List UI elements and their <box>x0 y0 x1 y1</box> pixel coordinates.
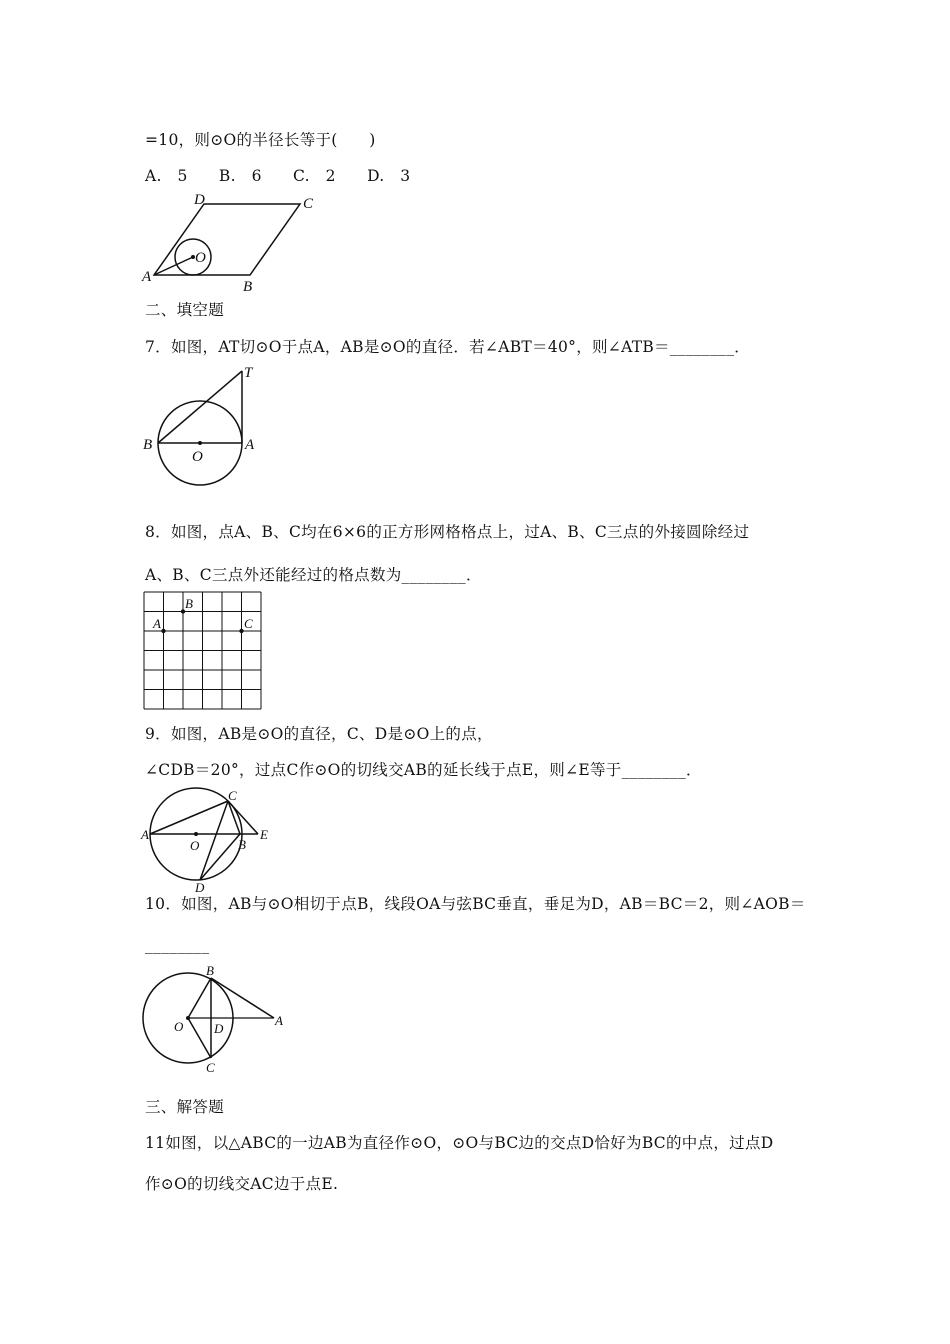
q6-option-c: C. 2 <box>293 167 336 185</box>
section-answer: 三、解答题 <box>145 1098 225 1116</box>
q6-option-d: D. 3 <box>367 167 411 185</box>
q10-figure <box>140 962 290 1077</box>
label-b: B <box>238 837 246 852</box>
point-o <box>186 1016 190 1020</box>
label-c: C <box>244 616 253 631</box>
grid <box>144 592 261 709</box>
segment-oc <box>188 1018 211 1058</box>
label-o: O <box>174 1019 184 1034</box>
point-o <box>194 832 198 836</box>
q10-blank: ________ <box>145 936 210 954</box>
q7-text: 7．如图，AT切⊙O于点A，AB是⊙O的直径．若∠ABT＝40°，则∠ATB＝________． <box>145 338 751 356</box>
label-a: A <box>141 827 149 842</box>
label-b: B <box>243 279 253 294</box>
point-o <box>198 441 202 445</box>
label-o: O <box>190 838 200 853</box>
tangent-ce <box>228 801 258 834</box>
q8-line2: A、B、C三点外还能经过的格点数为________． <box>145 566 482 584</box>
q9-line1: 9．如图，AB是⊙O的直径，C、D是⊙O上的点， <box>145 725 493 743</box>
label-d: D <box>194 192 205 208</box>
label-d: D <box>195 880 205 895</box>
segment-bt <box>158 371 242 443</box>
label-t: T <box>244 365 253 381</box>
q11-line2: 作⊙O的切线交AC边于点E. <box>145 1175 339 1193</box>
q6-text: =10，则⊙O的半径长等于( ) <box>145 131 376 149</box>
label-b: B <box>206 963 214 978</box>
q7-figure <box>140 363 270 491</box>
label-c: C <box>303 196 314 212</box>
q6-options <box>145 164 436 186</box>
label-o: O <box>195 250 206 266</box>
segment-ob <box>188 978 211 1018</box>
q9-line2: ∠CDB＝20°，过点C作⊙O的切线交AB的延长线于点E，则∠E等于________． <box>145 761 702 779</box>
q10-line1: 10．如图，AB与⊙O相切于点B，线段OA与弦BC垂直，垂足为D，AB＝BC＝2，则∠AOB＝ <box>145 895 806 913</box>
q11-line1: 11如图，以△ABC的一边AB为直径作⊙O，⊙O与BC边的交点D恰好为BC的中点，过点D <box>145 1134 774 1152</box>
label-a: A <box>245 437 255 453</box>
tangent-ba <box>211 978 274 1018</box>
label-a: A <box>275 1013 283 1028</box>
label-b: B <box>185 596 193 611</box>
label-e: E <box>260 827 268 842</box>
segment-cd <box>200 801 228 880</box>
label-c: C <box>228 788 237 803</box>
label-o: O <box>192 449 203 465</box>
label-d: D <box>214 1021 224 1036</box>
label-a: A <box>142 269 152 285</box>
point-a <box>161 629 165 633</box>
label-c: C <box>206 1060 215 1075</box>
q9-figure <box>140 787 275 895</box>
label-b: B <box>143 437 153 453</box>
q8-line1: 8．如图，点A、B、C均在6×6的正方形网格格点上，过A、B、C三点的外接圆除经过 <box>145 523 750 541</box>
label-a: A <box>153 616 161 631</box>
q6-option-a: A. 5 <box>145 167 188 185</box>
q6-option-b: B. 6 <box>218 167 262 185</box>
segment-ac <box>150 801 228 834</box>
q6-figure <box>140 190 330 294</box>
section-fill-in: 二、填空题 <box>145 301 225 319</box>
q8-figure <box>140 588 265 713</box>
